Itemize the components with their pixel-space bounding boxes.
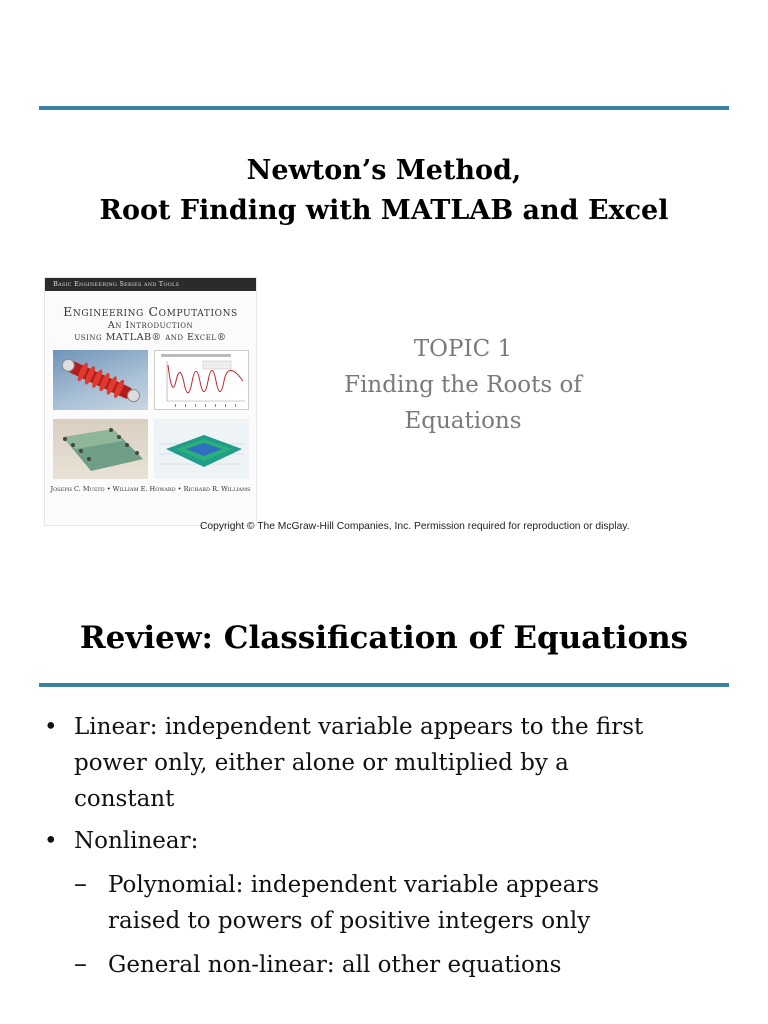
copyright-notice: Copyright © The McGraw-Hill Companies, Inc. Permission required for reproduction or display. xyxy=(200,521,630,532)
bullet-line: Linear: independent variable appears to the first xyxy=(74,714,644,740)
top-divider xyxy=(39,106,729,110)
cover-tile-surface xyxy=(154,419,249,479)
sub-bullet-line: raised to powers of positive integers only xyxy=(108,908,591,934)
bullet-line: power only, either alone or multiplied by a xyxy=(74,750,569,776)
bullet-marker: • xyxy=(44,714,58,740)
slide-title xyxy=(0,151,768,231)
cover-series: Basic Engineering Series and Tools xyxy=(53,280,180,288)
bullet-line: Nonlinear: xyxy=(74,828,199,854)
topic-line-2: Finding the Roots of xyxy=(344,372,582,398)
title-line-1: Newton’s Method, xyxy=(246,155,522,186)
topic-line-1: TOPIC 1 xyxy=(413,336,513,362)
cover-title: Engineering Computations xyxy=(63,304,238,319)
cover-subtitle-2: using MATLAB® and Excel® xyxy=(74,332,227,343)
cover-tile-spring xyxy=(53,350,148,410)
bullet-marker: • xyxy=(44,828,58,854)
topic-block xyxy=(310,331,616,439)
cover-subtitle-1: An Introduction xyxy=(107,320,194,331)
sub-bullet-marker: – xyxy=(74,949,87,979)
topic-line-3: Equations xyxy=(404,408,522,434)
cover-tile-plate xyxy=(53,419,148,479)
sub-bullet-marker: – xyxy=(74,869,87,899)
bullet-line: constant xyxy=(74,786,175,812)
review-title: Review: Classification of Equations xyxy=(79,620,689,656)
review-divider xyxy=(39,683,729,687)
sub-bullet-line: General non-linear: all other equations xyxy=(108,952,562,978)
title-line-2: Root Finding with MATLAB and Excel xyxy=(99,195,669,226)
cover-tile-plot xyxy=(154,350,249,410)
book-cover-image xyxy=(44,277,257,526)
sub-bullet-line: Polynomial: independent variable appears xyxy=(108,872,600,898)
cover-authors: Joseph C. Musto • William E. Howard • Richard R. Williams xyxy=(50,485,251,493)
